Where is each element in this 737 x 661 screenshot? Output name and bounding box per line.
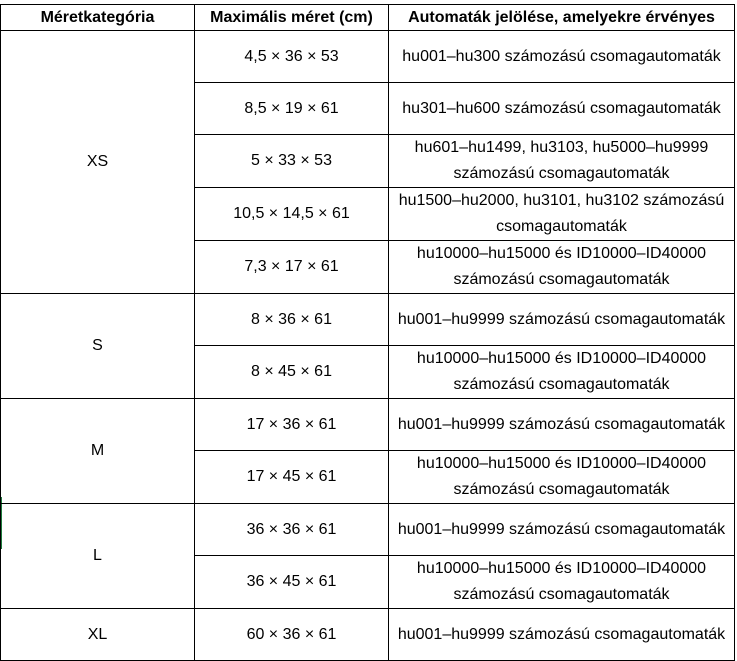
size-cell: 36 × 45 × 61	[195, 556, 389, 609]
size-cell: 8 × 45 × 61	[195, 346, 389, 399]
size-cell: 4,5 × 36 × 53	[195, 31, 389, 83]
table-row	[1, 609, 735, 661]
header-category: Méretkategória	[1, 5, 195, 31]
machines-cell: hu301–hu600 számozású csomagautomaták	[389, 83, 735, 135]
size-cell: 17 × 36 × 61	[195, 399, 389, 451]
size-cell: 5 × 33 × 53	[195, 135, 389, 188]
machines-cell: hu001–hu9999 számozású csomagautomaták	[389, 609, 735, 661]
machines-cell: hu001–hu9999 számozású csomagautomaták	[389, 294, 735, 346]
size-cell: 8 × 36 × 61	[195, 294, 389, 346]
size-cell: 8,5 × 19 × 61	[195, 83, 389, 135]
size-category-table	[0, 4, 735, 661]
category-cell-xs: XS	[1, 31, 195, 294]
machines-cell: hu1500–hu2000, hu3101, hu3102 számozású csomagautomaták	[389, 188, 735, 241]
category-cell-xl: XL	[1, 609, 195, 661]
machines-cell: hu10000–hu15000 és ID10000–ID40000 számozású csomagautomaták	[389, 241, 735, 294]
machines-cell: hu001–hu9999 számozású csomagautomaták	[389, 504, 735, 556]
category-cell-l: L	[1, 504, 195, 609]
machines-cell: hu001–hu9999 számozású csomagautomaták	[389, 399, 735, 451]
size-cell: 17 × 45 × 61	[195, 451, 389, 504]
table-row	[1, 504, 735, 556]
table-row	[1, 31, 735, 83]
machines-cell: hu10000–hu15000 és ID10000–ID40000 számozású csomagautomaták	[389, 451, 735, 504]
category-cell-m: M	[1, 399, 195, 504]
size-cell: 60 × 36 × 61	[195, 609, 389, 661]
table-row	[1, 294, 735, 346]
category-cell-s: S	[1, 294, 195, 399]
size-cell: 36 × 36 × 61	[195, 504, 389, 556]
header-machines: Automaták jelölése, amelyekre érvényes	[389, 5, 735, 31]
header-max-size: Maximális méret (cm)	[195, 5, 389, 31]
machines-cell: hu10000–hu15000 és ID10000–ID40000 számozású csomagautomaták	[389, 556, 735, 609]
machines-cell: hu001–hu300 számozású csomagautomaták	[389, 31, 735, 83]
size-cell: 7,3 × 17 × 61	[195, 241, 389, 294]
table-row	[1, 399, 735, 451]
header-row	[1, 5, 735, 31]
machines-cell: hu601–hu1499, hu3103, hu5000–hu9999 számozású csomagautomaták	[389, 135, 735, 188]
machines-cell: hu10000–hu15000 és ID10000–ID40000 számozású csomagautomaták	[389, 346, 735, 399]
size-cell: 10,5 × 14,5 × 61	[195, 188, 389, 241]
